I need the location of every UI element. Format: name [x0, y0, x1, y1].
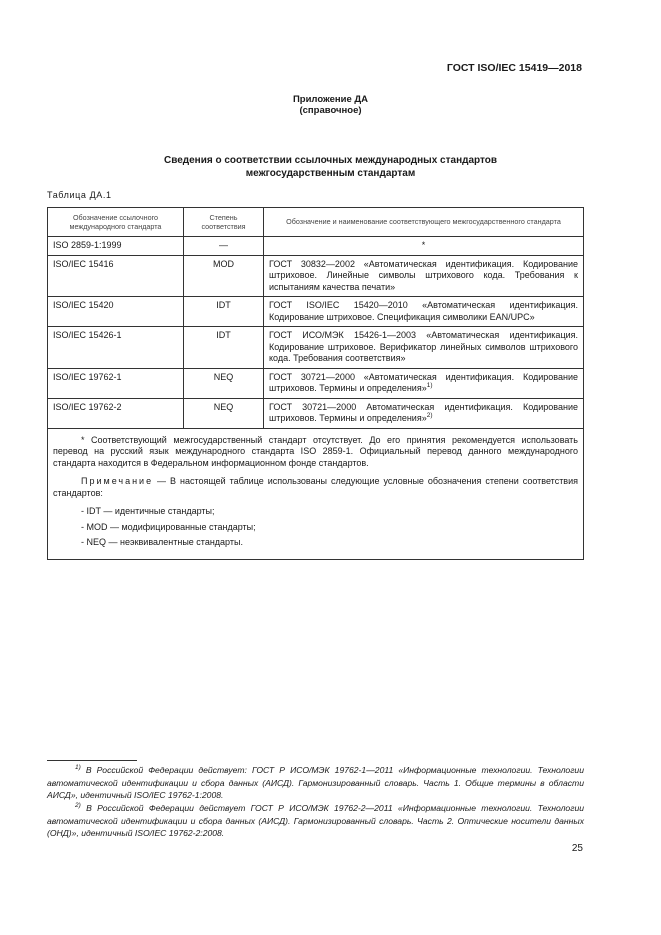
correspondence-table [47, 207, 584, 560]
ref-cell: ISO/IEC 19762-1 [48, 368, 184, 398]
standard-text: ГОСТ 30721—2000 «Автоматическая идентификация. Кодирование штриховов. Термины и определения» [269, 371, 578, 393]
asterisk-note: * Соответствующий межгосударственный стандарт отсутствует. До его принятия рекомендуется использовать перевод на русский язык международного стандарта ISO 2859-1. Официальный перевод данного международного стандарта находится в Федеральном информационном фонде стандартов. [53, 434, 578, 468]
table-row [48, 297, 584, 327]
footnote-1 [47, 764, 584, 802]
degree-cell: — [184, 237, 264, 256]
legend-item: - MOD — модифицированные стандарты; [81, 521, 256, 532]
standard-text: ГОСТ 30721—2000 Автоматическая идентификация. Кодирование штриховов. Термины и определения» [269, 401, 578, 423]
standard-cell [264, 368, 584, 398]
footnote-ref: 2) [426, 412, 433, 419]
table-notes-row [48, 428, 584, 559]
footnote-text: В Российской Федерации действует ГОСТ Р ИСО/МЭК 19762-2—2011 «Информационные технологии. Технологии автоматической идентификации и сбора данных (АИСД). Гармонизированный словарь. Часть 2. Оптические носители данных (ОНД)», идентичный ISO/IEC 19762-2:2008. [47, 803, 584, 838]
table-row [48, 255, 584, 297]
standard-cell: * [264, 237, 584, 256]
header-ref: Обозначение ссылочного международного стандарта [48, 208, 184, 237]
appendix-subtitle: (справочное) [299, 105, 362, 116]
degree-cell: NEQ [184, 368, 264, 398]
degree-cell: MOD [184, 255, 264, 297]
header-degree: Степень соответствия [184, 208, 264, 237]
table-row [48, 368, 584, 398]
table-row [48, 237, 584, 256]
footnote-mark: 2) [75, 802, 81, 810]
degree-cell: IDT [184, 327, 264, 369]
footnote-2 [47, 802, 584, 840]
standard-cell [264, 398, 584, 428]
header-standard: Обозначение и наименование соответствующего межгосударственного стандарта [264, 208, 584, 237]
standard-cell: ГОСТ ISO/IEC 15420—2010 «Автоматическая идентификация. Кодирование штриховое. Спецификация символики EAN/UPC» [264, 297, 584, 327]
section-heading-line2: межгосударственным стандартам [245, 168, 416, 179]
ref-cell: ISO/IEC 15426-1 [48, 327, 184, 369]
legend-item: - NEQ — неэквивалентные стандарты. [81, 537, 243, 547]
appendix-title: Приложение ДА [292, 94, 369, 105]
legend-item: - IDT — идентичные стандарты; [81, 506, 215, 516]
table-header-row [48, 208, 584, 237]
ref-cell: ISO/IEC 19762-2 [48, 398, 184, 428]
standard-cell: ГОСТ ИСО/МЭК 15426-1—2003 «Автоматическая идентификация. Кодирование штриховое. Верификатор линейных символов штрихового кода. Требования соответствия» [264, 327, 584, 369]
footnote-mark: 1) [75, 764, 81, 772]
table-row [48, 327, 584, 369]
footnote-ref: 1) [426, 382, 433, 389]
section-heading-line1: Сведения о соответствии ссылочных международных стандартов [163, 155, 498, 166]
standard-cell: ГОСТ 30832—2002 «Автоматическая идентификация. Кодирование штриховое. Линейные символы штрихового кода. Требования к испытаниям качества печати» [264, 255, 584, 297]
table-caption: Таблица ДА.1 [47, 190, 112, 200]
footnote-text: В Российской Федерации действует: ГОСТ Р ИСО/МЭК 19762-1—2011 «Информационные технологии. Технологии автоматической идентификации и сбора данных (АИСД). Гармонизированный словарь. Часть 1. Общие термины в области АИСД», идентичный ISO/IEC 19762-1:2008. [47, 765, 584, 800]
page-number: 25 [571, 843, 583, 854]
note [53, 476, 578, 499]
table-row [48, 398, 584, 428]
note-label: Примечание [81, 476, 154, 486]
document-id: ГОСТ ISO/IEC 15419—2018 [446, 62, 582, 74]
degree-cell: IDT [184, 297, 264, 327]
note-text: — В настоящей таблице использованы следующие условные обозначения степени соответствия стандартов: [53, 476, 578, 498]
degree-cell: NEQ [184, 398, 264, 428]
ref-cell: ISO/IEC 15416 [48, 255, 184, 297]
ref-cell: ISO 2859-1:1999 [48, 237, 184, 256]
footnote-divider [47, 760, 137, 761]
table-notes [48, 428, 584, 559]
ref-cell: ISO/IEC 15420 [48, 297, 184, 327]
